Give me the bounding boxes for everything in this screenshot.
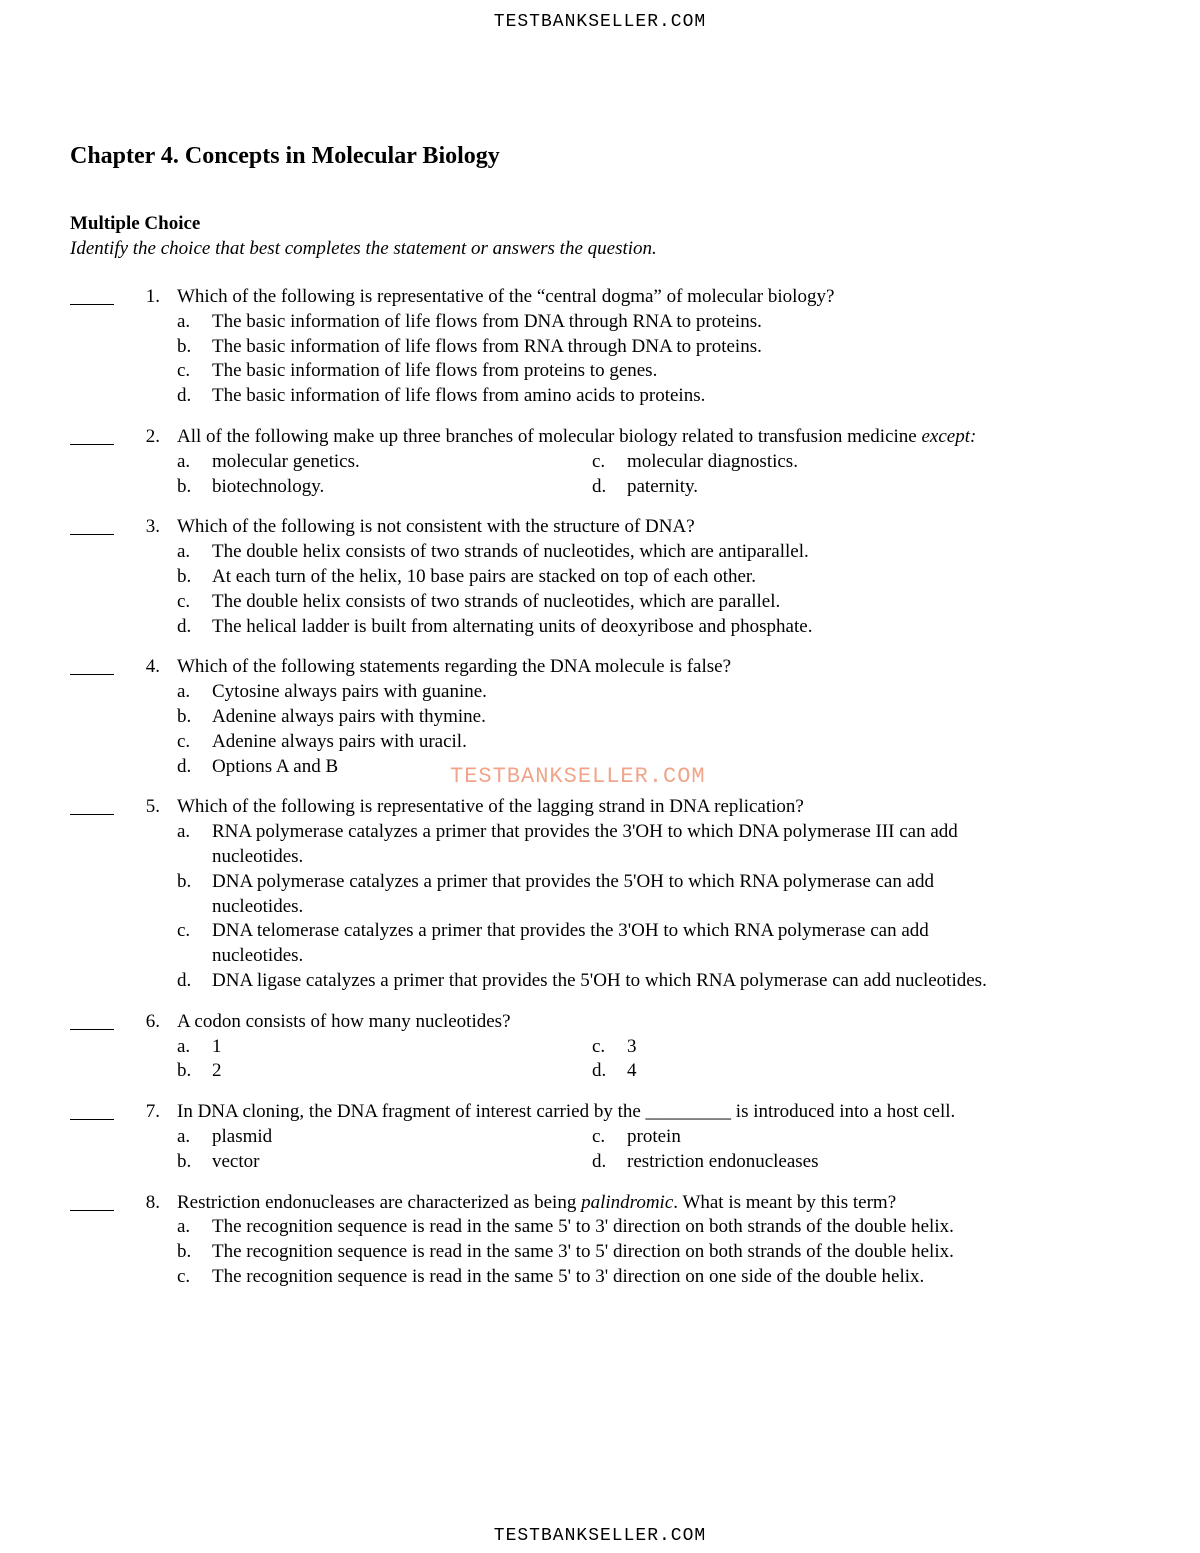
option-text: paternity.	[627, 475, 699, 497]
option-text: The double helix consists of two strands of nucleotides, which are antiparallel.	[212, 541, 809, 563]
option-a	[177, 1125, 592, 1150]
option-list	[177, 310, 1077, 409]
footer-watermark: TESTBANKSELLER.COM	[493, 1526, 707, 1546]
option-letter: b.	[177, 1060, 192, 1082]
question-5	[0, 795, 1200, 993]
answer-blank	[70, 515, 114, 535]
question-number: 6.	[145, 1010, 160, 1032]
question-text	[177, 425, 1167, 450]
section-instructions: Identify the choice that best completes the statement or answers the question.	[70, 238, 657, 259]
option-list	[177, 540, 1077, 639]
answer-blank	[70, 655, 114, 675]
question-text-emphasis: palindromic	[581, 1191, 674, 1213]
option-d	[177, 969, 1002, 994]
option-c	[177, 919, 1002, 969]
option-letter: b.	[177, 1150, 192, 1172]
option-c	[592, 1125, 992, 1150]
option-letter: c.	[592, 1035, 606, 1057]
question-2	[0, 425, 1200, 499]
option-letter: a.	[177, 541, 191, 563]
page-title: Chapter 4. Concepts in Molecular Biology	[70, 143, 500, 169]
option-a	[177, 310, 1002, 335]
option-c	[592, 1035, 992, 1060]
option-c	[177, 590, 1002, 615]
option-letter: a.	[177, 681, 191, 703]
option-text: The basic information of life flows from RNA through DNA to proteins.	[212, 335, 762, 357]
option-letter: c.	[592, 1125, 606, 1147]
option-text: molecular genetics.	[212, 450, 360, 472]
option-text: 1	[212, 1035, 222, 1057]
option-b	[177, 705, 1002, 730]
option-letter: a.	[177, 1035, 191, 1057]
header-watermark: TESTBANKSELLER.COM	[493, 12, 707, 32]
option-letter: a.	[177, 821, 191, 843]
option-text: The basic information of life flows from DNA through RNA to proteins.	[212, 310, 762, 332]
option-text: restriction endonucleases	[627, 1150, 819, 1172]
answer-blank	[70, 425, 114, 445]
option-d	[177, 615, 1002, 640]
option-letter: c.	[177, 1265, 191, 1287]
option-b	[177, 1059, 592, 1084]
answer-blank	[70, 1100, 114, 1120]
center-watermark: TESTBANKSELLER.COM	[450, 764, 706, 789]
option-b	[177, 1240, 1002, 1265]
answer-blank	[70, 795, 114, 815]
option-letter: d.	[177, 969, 192, 991]
question-text: Which of the following is not consistent with the structure of DNA?	[177, 516, 695, 538]
option-text: The basic information of life flows from proteins to genes.	[212, 360, 658, 382]
option-letter: d.	[592, 1150, 607, 1172]
question-1	[0, 285, 1200, 409]
option-b	[177, 870, 1002, 920]
option-a	[177, 1215, 1002, 1240]
option-text: molecular diagnostics.	[627, 450, 798, 472]
question-text-end: . What is meant by this term?	[673, 1191, 897, 1213]
option-letter: b.	[177, 335, 192, 357]
question-text: A codon consists of how many nucleotides?	[177, 1010, 511, 1032]
question-list	[0, 285, 1200, 1306]
option-list	[177, 1035, 1077, 1085]
section-heading: Multiple Choice	[70, 213, 201, 234]
option-text: DNA polymerase catalyzes a primer that provides the 5'OH to which RNA polymerase can add nucleotides.	[212, 870, 935, 917]
option-text: The double helix consists of two strands of nucleotides, which are parallel.	[212, 590, 781, 612]
option-text: The recognition sequence is read in the same 5' to 3' direction on one side of the double helix.	[212, 1265, 925, 1287]
question-text	[177, 1191, 1167, 1216]
option-text: vector	[212, 1150, 260, 1172]
question-text-main: Restriction endonucleases are characterized as being	[177, 1191, 577, 1213]
option-letter: d.	[177, 385, 192, 407]
option-letter: a.	[177, 1125, 191, 1147]
option-list	[177, 1215, 1077, 1289]
option-text: DNA telomerase catalyzes a primer that provides the 3'OH to which RNA polymerase can add nucleotides.	[212, 920, 929, 967]
option-letter: d.	[177, 755, 192, 777]
option-text: 2	[212, 1060, 222, 1082]
question-number: 1.	[145, 286, 160, 307]
option-a	[177, 450, 592, 475]
option-text: DNA ligase catalyzes a primer that provides the 5'OH to which RNA polymerase can add nucleotides.	[212, 969, 987, 991]
option-letter: a.	[177, 310, 191, 332]
option-list	[177, 450, 1077, 500]
question-number: 3.	[145, 516, 160, 538]
option-b	[177, 335, 1002, 360]
answer-blank	[70, 1010, 114, 1030]
option-letter: b.	[177, 475, 192, 497]
question-text: Which of the following is representative of the “central dogma” of molecular biology?	[177, 286, 835, 307]
option-c	[177, 359, 1002, 384]
option-d	[592, 1059, 992, 1084]
answer-blank	[70, 285, 114, 305]
option-text: The helical ladder is built from alternating units of deoxyribose and phosphate.	[212, 615, 813, 637]
option-b	[177, 565, 1002, 590]
option-text: The recognition sequence is read in the same 5' to 3' direction on both strands of the double helix.	[212, 1216, 954, 1238]
option-list	[177, 1125, 1077, 1175]
question-number: 2.	[145, 425, 160, 447]
option-letter: c.	[177, 920, 191, 942]
question-number: 7.	[145, 1101, 160, 1123]
option-letter: d.	[592, 475, 607, 497]
option-c	[177, 730, 1002, 755]
option-text: protein	[627, 1125, 681, 1147]
option-text: RNA polymerase catalyzes a primer that provides the 3'OH to which DNA polymerase III can add nucleotides.	[212, 821, 958, 867]
option-text: biotechnology.	[212, 475, 325, 497]
question-text-main: All of the following make up three branches of molecular biology related to transfusion medicine	[177, 425, 917, 447]
option-d	[177, 384, 1002, 409]
option-text: Options A and B	[212, 755, 339, 777]
option-text: Adenine always pairs with uracil.	[212, 730, 467, 752]
option-a	[177, 820, 1002, 870]
option-a	[177, 540, 1002, 565]
option-letter: d.	[592, 1060, 607, 1082]
option-text: Adenine always pairs with thymine.	[212, 705, 486, 727]
option-letter: a.	[177, 450, 191, 472]
option-a	[177, 1035, 592, 1060]
answer-blank	[70, 1191, 114, 1211]
option-letter: c.	[592, 450, 606, 472]
option-b	[177, 1150, 592, 1175]
question-number: 8.	[145, 1191, 160, 1213]
option-letter: c.	[177, 590, 191, 612]
option-letter: b.	[177, 705, 192, 727]
option-letter: b.	[177, 565, 192, 587]
question-text: Which of the following statements regarding the DNA molecule is false?	[177, 656, 732, 678]
option-letter: c.	[177, 360, 191, 382]
question-4	[0, 655, 1200, 779]
question-7	[0, 1100, 1200, 1174]
option-list	[177, 820, 1077, 994]
question-text-end: :	[970, 425, 977, 447]
option-text: At each turn of the helix, 10 base pairs are stacked on top of each other.	[212, 565, 756, 587]
option-c	[177, 1265, 1002, 1290]
option-c	[592, 450, 992, 475]
option-text: 3	[627, 1035, 637, 1057]
option-text: The recognition sequence is read in the same 3' to 5' direction on both strands of the double helix.	[212, 1241, 954, 1263]
option-b	[177, 475, 592, 500]
option-letter: d.	[177, 615, 192, 637]
option-text: plasmid	[212, 1125, 273, 1147]
question-text-emphasis: except	[921, 425, 970, 447]
option-letter: a.	[177, 1216, 191, 1238]
option-letter: c.	[177, 730, 191, 752]
option-d	[592, 1150, 992, 1175]
question-3	[0, 515, 1200, 639]
question-number: 5.	[145, 796, 160, 818]
question-number: 4.	[145, 656, 160, 678]
option-d	[592, 475, 992, 500]
option-text: 4	[627, 1060, 637, 1082]
option-letter: b.	[177, 1241, 192, 1263]
option-text: The basic information of life flows from amino acids to proteins.	[212, 385, 706, 407]
option-a	[177, 680, 1002, 705]
question-text: Which of the following is representative of the lagging strand in DNA replication?	[177, 796, 804, 818]
question-8	[0, 1191, 1200, 1290]
option-letter: b.	[177, 870, 192, 892]
question-text: In DNA cloning, the DNA fragment of interest carried by the _________ is introduced into a host cell.	[177, 1101, 956, 1123]
option-text: Cytosine always pairs with guanine.	[212, 681, 487, 703]
question-6	[0, 1010, 1200, 1084]
